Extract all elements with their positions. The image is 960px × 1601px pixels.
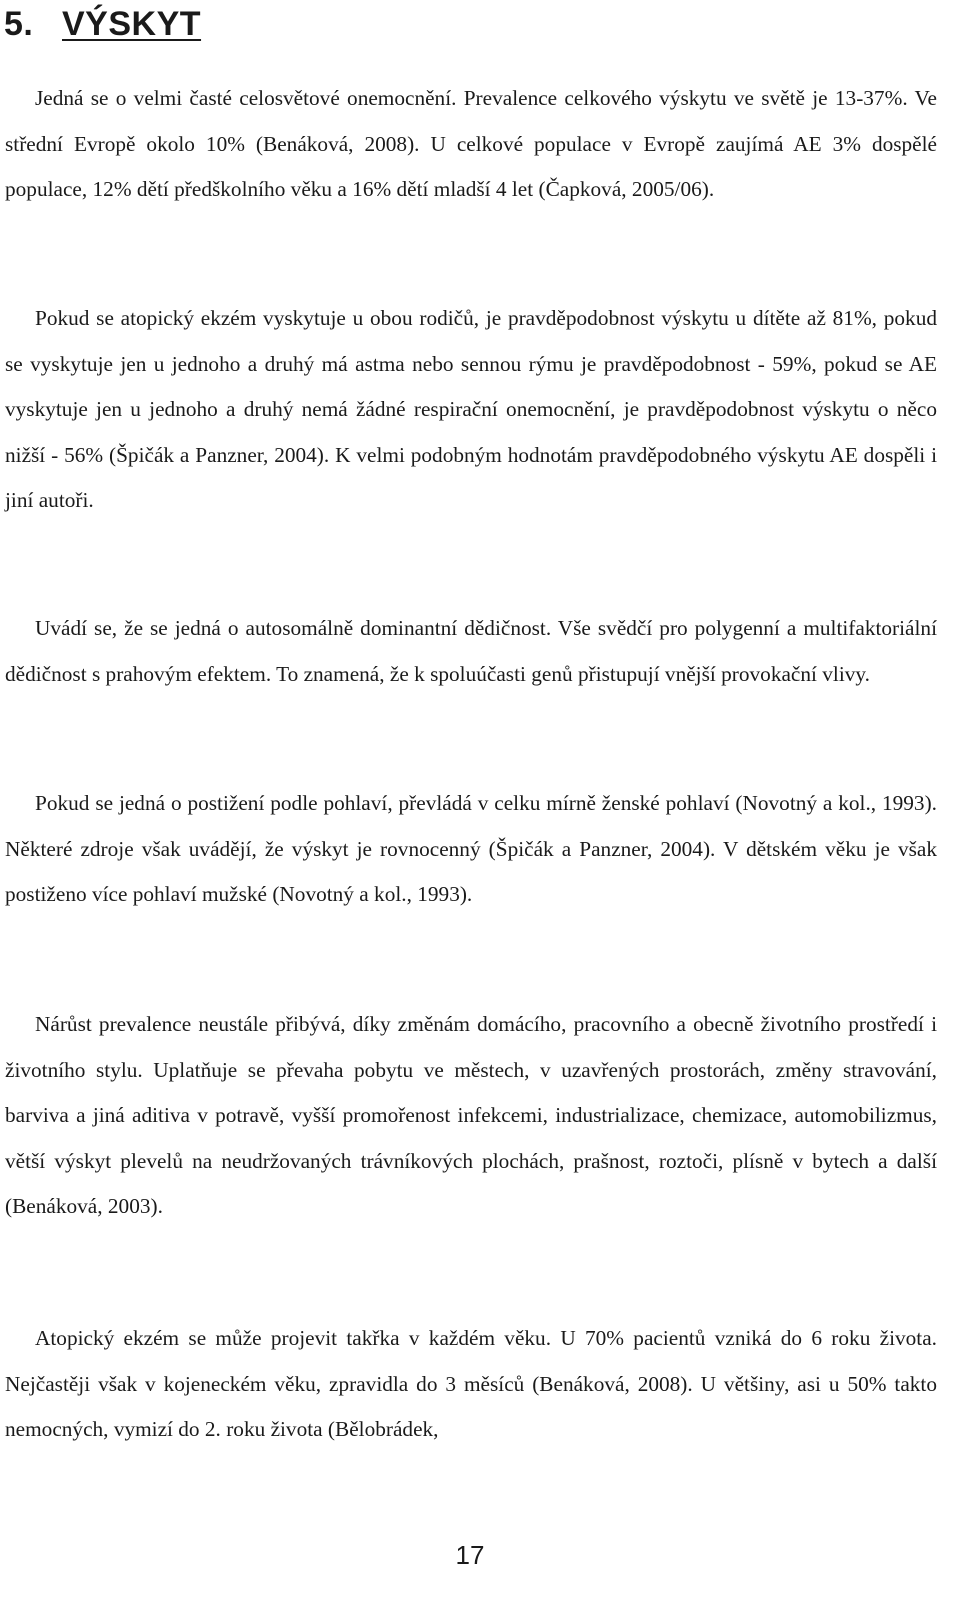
paragraph-prevalence: Jedná se o velmi časté celosvětové onemocnění. Prevalence celkového výskytu ve světě je 13-37%. Ve střední Evropě okolo 10% (Benáková, 2008). U celkové populace v Evropě zaujímá AE 3% dospělé populace, 12% dětí předškolního věku a 16% dětí mladší 4 let (Čapková, 2005/06). bbox=[5, 86, 937, 202]
paragraph-heredity: Uvádí se, že se jedná o autosomálně dominantní dědičnost. Vše svědčí pro polygenní a multifaktoriální dědičnost s prahovým efektem. To znamená, že k spoluúčasti genů přistupují vnější provokační vlivy. bbox=[5, 616, 937, 686]
paragraph-sex-distribution: Pokud se jedná o postižení podle pohlaví, převládá v celku mírně ženské pohlaví (Novotný a kol., 1993). Některé zdroje však uvádějí, že výskyt je rovnocenný (Špičák a Panzner, 2004). V dětském věku je však postiženo více pohlaví mužské (Novotný a kol., 1993). bbox=[5, 791, 937, 907]
paragraph-age-onset: Atopický ekzém se může projevit takřka v každém věku. U 70% pacientů vzniká do 6 roku života. Nejčastěji však v kojeneckém věku, zpravidla do 3 měsíců (Benáková, 2008). U většiny, asi u 50% takto nemocných, vymizí do 2. roku života (Bělobrádek, bbox=[5, 1326, 937, 1442]
section-number: 5. bbox=[4, 5, 34, 43]
paragraph-parental-risk: Pokud se atopický ekzém vyskytuje u obou rodičů, je pravděpodobnost výskytu u dítěte až 81%, pokud se vyskytuje jen u jednoho a druhý má astma nebo sennou rýmu je pravděpodobnost - 59%, pokud se AE vyskytuje jen u jednoho a druhý nemá žádné respirační onemocnění, je pravděpodobnost výskytu o něco nižší - 56% (Špičák a Panzner, 2004). K velmi podobným hodnotám pravděpodobného výskytu AE dospěli i jiní autoři. bbox=[5, 306, 937, 513]
page-number: 17 bbox=[455, 1540, 485, 1570]
section-heading bbox=[4, 2, 201, 46]
section-title: VÝSKYT bbox=[62, 5, 202, 43]
paragraph-prevalence-growth: Nárůst prevalence neustále přibývá, díky změnám domácího, pracovního a obecně životního prostředí i životního stylu. Uplatňuje se převaha pobytu ve městech, v uzavřených prostorách, změny stravování, barviva a jiná aditiva v potravě, vyšší promořenost infekcemi, industrializace, chemizace, automobilizmus, větší výskyt plevelů na neudržovaných trávníkových plochách, prašnost, roztoči, plísně v bytech a další (Benáková, 2003). bbox=[5, 1012, 937, 1219]
